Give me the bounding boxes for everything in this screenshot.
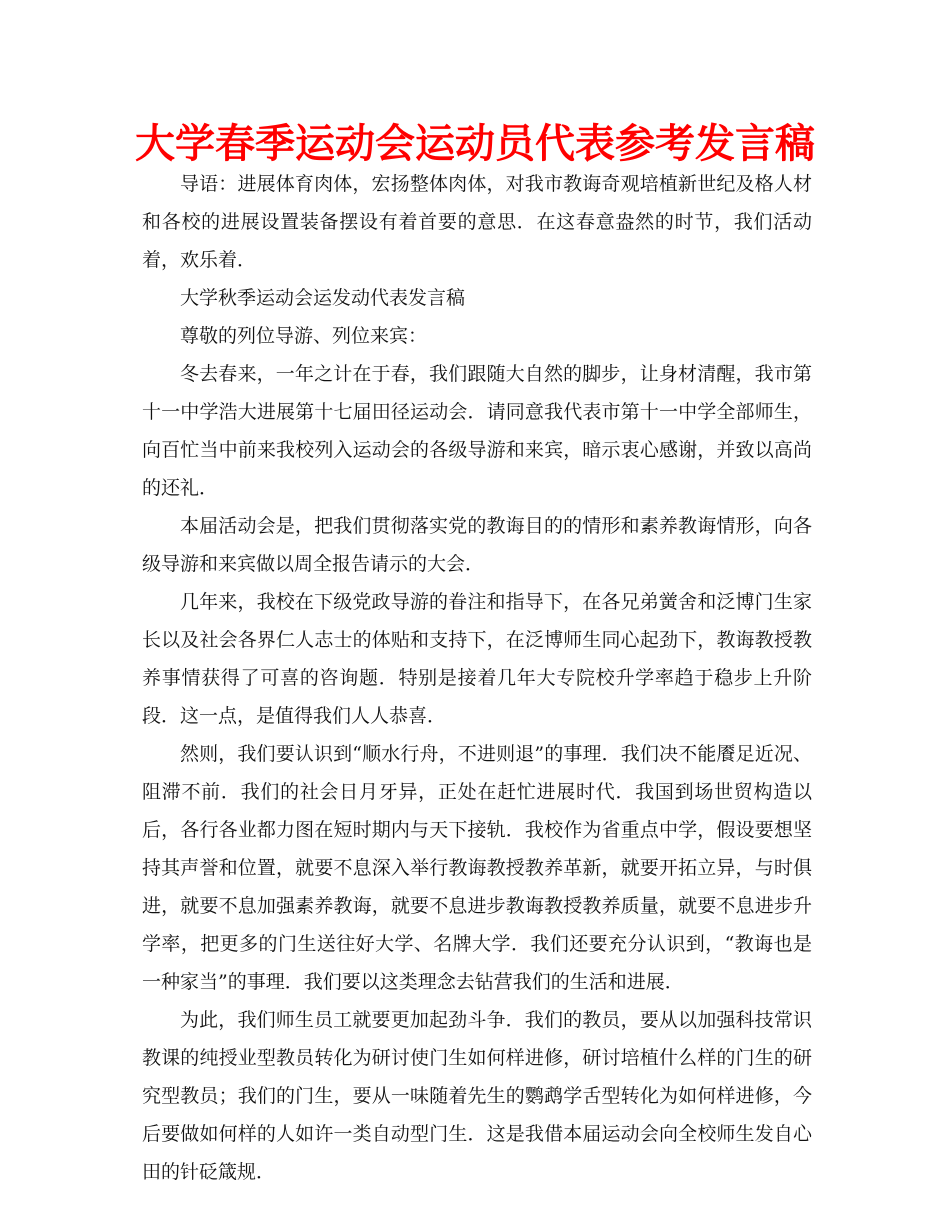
paragraph-intro: 导语：进展体育肉体，宏扬整体肉体，对我市教诲奇观培植新世纪及格人材和各校的进展设置装备摆设有着首要的意思．在这春意盎然的时节，我们活动着，欢乐着．	[142, 173, 812, 271]
paragraph-salutation: 尊敬的列位导游、列位来宾：	[180, 325, 428, 347]
paragraph-subtitle: 大学秋季运动会运发动代表发言稿	[180, 287, 466, 309]
paragraph-challenges: 然则，我们要认识到“顺水行舟，不进则退”的事理．我们决不能餍足近况、阻滞不前．我们的社会日月牙异，正处在赶忙进展时代．我国到场世贸构造以后，各行各业都力图在短时期内与天下接轨．我校作为省重点中学，假设要想坚持其声誉和位置，就要不息深入举行教诲教授教养革新，就要开拓立异，与时俱进，就要不息加强素养教诲，就要不息进步教诲教授教养质量，就要不息进步升学率，把更多的门生送往好大学、名牌大学．我们还要充分认识到，“教诲也是一种家当”的事理．我们要以这类理念去钻营我们的生活和进展．	[142, 743, 812, 993]
paragraph-call-to-action: 为此，我们师生员工就要更加起劲斗争．我们的教员，要从以加强科技常识教课的纯授业型教员转化为研讨使门生如何样进修，研讨培植什么样的门生的研究型教员；我们的门生，要从一味随着先生的鹦鹉学舌型转化为如何样进修，今后要做如何样的人如许一类自动型门生．这是我借本届运动会向全校师生发自心田的针砭箴规．	[142, 1009, 812, 1183]
document-title: 大学春季运动会运动员代表参考发言稿	[135, 121, 815, 167]
document-body	[142, 165, 812, 1191]
paragraph-purpose: 本届活动会是，把我们贯彻落实党的教诲目的的情形和素养教诲情形，向各级导游和来宾做以周全报告请示的大会．	[142, 515, 812, 575]
paragraph-achievements: 几年来，我校在下级党政导游的眷注和指导下，在各兄弟黉舍和泛博门生家长以及社会各界仁人志士的体贴和支持下，在泛博师生同心起劲下，教诲教授教养事情获得了可喜的咨询题．特别是接着几年大专院校升学率趋于稳步上升阶段．这一点，是值得我们人人恭喜．	[142, 591, 812, 727]
paragraph-opening: 冬去春来，一年之计在于春，我们跟随大自然的脚步，让身材清醒，我市第十一中学浩大进展第十七届田径运动会．请同意我代表市第十一中学全部师生，向百忙当中前来我校列入运动会的各级导游和来宾，暗示衷心感谢，并致以高尚的还礼．	[142, 363, 812, 499]
